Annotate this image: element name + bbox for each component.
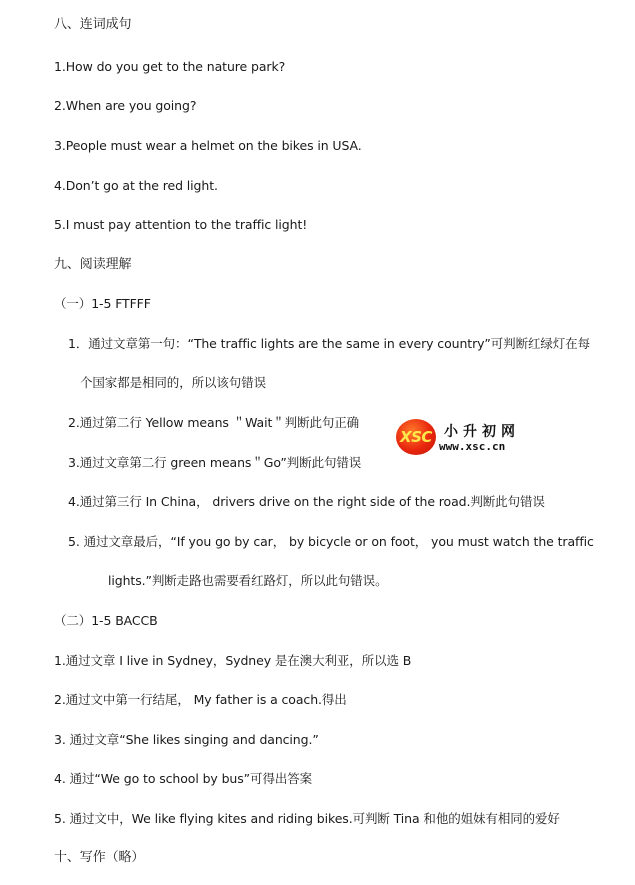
section-9-part-1-item-1-line-2: 个国家都是相同的，所以该句错误	[80, 375, 267, 390]
section-9-part-1-item-5-line-1: 5. 通过文章最后，“If you go by car， by bicycle or on foot， you must watch the traffic	[68, 534, 594, 549]
section-9-part-1-item-5-line-2: lights.”判断走路也需要看红路灯，所以此句错误。	[108, 573, 388, 588]
section-8-item-2: 2.When are you going?	[54, 98, 197, 113]
section-9-part-2-item-1: 1.通过文章 I live in Sydney，Sydney 是在澳大利亚，所以选 B	[54, 653, 412, 668]
watermark-site-name: 小升初网	[444, 424, 520, 440]
section-9-part-2-item-4: 4. 通过“We go to school by bus”可得出答案	[54, 771, 313, 786]
section-8-item-4: 4.Don’t go at the red light.	[54, 178, 218, 193]
section-9-part-2-header: （二）1-5 BACCB	[54, 613, 158, 628]
section-10-title: 十、写作（略）	[54, 850, 145, 865]
section-9-part-1-item-2: 2.通过第二行 Yellow means ＂Wait＂判断此句正确	[68, 415, 360, 430]
section-9-part-1-header: （一）1-5 FTFFF	[54, 296, 151, 311]
section-9-title: 九、阅读理解	[54, 257, 132, 272]
watermark-badge-text: XSC	[400, 428, 432, 446]
section-9-part-2-item-3: 3. 通过文章“She likes singing and dancing.”	[54, 732, 319, 747]
section-8-item-1: 1.How do you get to the nature park?	[54, 59, 286, 74]
section-8-item-5: 5.I must pay attention to the traffic light!	[54, 217, 308, 232]
section-9-part-1-item-1-line-1: 1．通过文章第一句：“The traffic lights are the same in every country”可判断红绿灯在每	[68, 336, 590, 351]
watermark-logo	[396, 418, 536, 458]
section-8-title: 八、连词成句	[54, 17, 132, 32]
section-9-part-1-item-4: 4.通过第三行 In China， drivers drive on the right side of the road.判断此句错误	[68, 494, 545, 509]
section-8-item-3: 3.People must wear a helmet on the bikes in USA.	[54, 138, 362, 153]
section-9-part-2-item-2: 2.通过文中第一行结尾， My father is a coach.得出	[54, 692, 347, 707]
xsc-badge-icon	[396, 419, 436, 455]
watermark-site-url: www.xsc.cn	[439, 440, 506, 453]
section-9-part-1-item-3: 3.通过文章第二行 green means＂Go”判断此句错误	[68, 455, 362, 470]
section-9-part-2-item-5: 5. 通过文中，We like flying kites and riding bikes.可判断 Tina 和他的姐妹有相同的爱好	[54, 811, 560, 826]
